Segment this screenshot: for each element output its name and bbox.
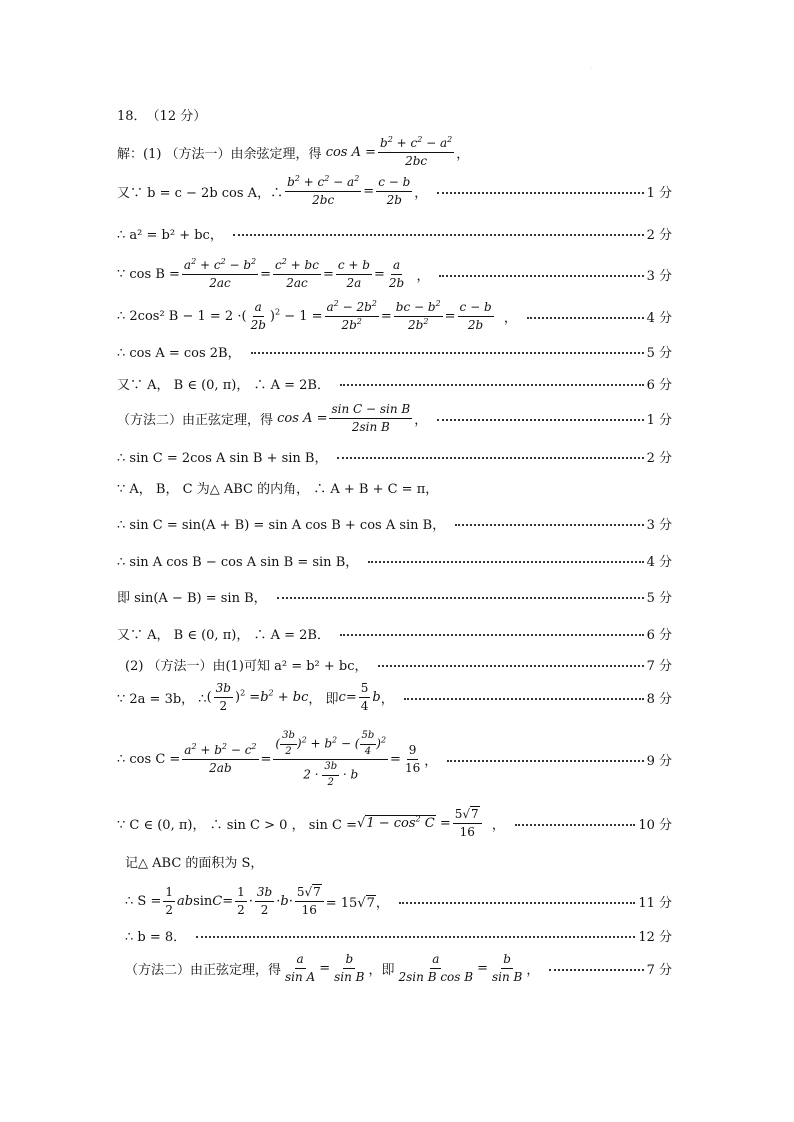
problem-header <box>117 105 672 124</box>
score-5: 5 分 <box>646 346 672 361</box>
score-leader <box>233 234 644 236</box>
score-leader <box>515 824 635 826</box>
score-5b: 5 分 <box>646 591 672 606</box>
p2m1-line3: ∴ cos C = $\frac{a^2 + b^2 - c^2}{2ab}$ = ( $\frac{3b}{2}$ )$^2 + b^2$ − ( $\frac{5b}{4}$ )$^2$ 2 · $\frac{3b}{2}$ · b = $\frac{9}{16}$ ， 9 分 <box>117 730 672 788</box>
score-2: 2 分 <box>646 228 672 243</box>
p2m2-line1: （方法二）由正弦定理，得 $\frac{a}{\text{sin A}}$ = $\frac{b}{\text{sin B}}$ ，即 $\frac{a}{\text{2sin B cos B}}$ = $\frac{b}{\text{sin B}}$ ， 7 分 <box>125 952 672 984</box>
p2m1-line5 <box>125 852 672 871</box>
score-1b: 1 分 <box>646 413 672 428</box>
problem-points: （12 分） <box>146 109 207 124</box>
p1m1-line2-text: ∴ a² = b² + bc， <box>117 228 223 243</box>
score-8: 8 分 <box>646 692 672 707</box>
p1m2-line3 <box>117 478 672 497</box>
score-leader <box>368 561 643 563</box>
cosA-fraction: $\frac{b^2 + c^2 - a^2}{2bc}$ <box>380 135 453 168</box>
p2m1-line6: ∴ S = $\frac{1}{2}$ ab sin C = $\frac{1}{2}$ · $\frac{3b}{2}$ · b · $\frac{5√7}{16}$ = 15√7， 11 分 <box>125 885 672 917</box>
score-leader <box>251 352 644 354</box>
score-leader <box>340 634 644 636</box>
p1m2-line6 <box>117 587 672 606</box>
score-leader <box>527 317 644 319</box>
score-leader <box>447 760 643 762</box>
score-7: 7 分 <box>646 659 672 674</box>
score-2b: 2 分 <box>646 451 672 466</box>
p1m2-line5 <box>117 551 672 570</box>
score-leader <box>277 597 644 599</box>
p1m1-line3-lhs: ∵ cos B = <box>117 267 180 282</box>
score-leader <box>549 969 643 971</box>
p2m1-line1-text: (2) （方法一）由(1)可知 a² = b² + bc， <box>125 659 368 674</box>
score-9: 9 分 <box>646 754 672 769</box>
score-4b: 4 分 <box>646 555 672 570</box>
p1m1-intro: 解：(1) （方法一）由余弦定理，得 cos A = $\frac{b^2 + c^2 - a^2}{2bc}$ ， <box>117 135 470 168</box>
p1m1-line3: ∵ cos B = $\frac{a^2 + c^2 - b^2}{2ac}$ = $\frac{c^2 + bc}{2ac}$ = $\frac{c + b}{2a}$ = $\frac{a}{2b}$ ， 3 分 <box>117 257 672 290</box>
p1m2-line5-text: ∴ sin A cos B − cos A sin B = sin B， <box>117 555 359 570</box>
p1m1-line4: ∴ 2cos² B − 1 = 2 · ( $\frac{a}{2b}$ )$^2$ − 1 = $\frac{a^2 - 2b^2}{2b^2}$ = $\frac{bc - b^2}{2b^2}$ = $\frac{c - b}{2b}$ ， 4 分 <box>117 299 672 332</box>
p1m2-line7 <box>117 624 672 643</box>
score-6: 6 分 <box>646 378 672 393</box>
p1m2-line4 <box>117 514 672 533</box>
p2m2-line1-lhs: （方法二）由正弦定理，得 <box>125 963 282 978</box>
p2m1-line4-lhs: ∵ C ∈ (0, π)， ∴ sin C > 0 ， sin C = <box>117 818 358 833</box>
score-3: 3 分 <box>646 269 672 284</box>
score-leader <box>337 457 643 459</box>
p1m2-line7-text: 又∵ A， B ∈ (0, π)， ∴ A = 2B． <box>117 628 330 643</box>
p1m2-line3-text: ∵ A， B， C 为△ ABC 的内角， ∴ A + B + C = π， <box>117 482 439 497</box>
problem-number: 18． <box>117 109 147 124</box>
p1m2-line6-text: 即 sin(A − B) = sin B， <box>117 591 267 606</box>
p2m1-line2-lhs: ∵ 2a = 3b， ∴ <box>117 692 207 707</box>
score-leader <box>196 936 635 938</box>
score-leader <box>404 698 644 700</box>
p1m1-line1-lhs: 又∵ b = c − 2b cos A，∴ <box>117 186 284 201</box>
score-11: 11 分 <box>638 896 672 911</box>
score-7b: 7 分 <box>646 963 672 978</box>
p1m1-line6 <box>117 374 672 393</box>
score-12: 12 分 <box>638 930 672 945</box>
score-4: 4 分 <box>646 311 672 326</box>
p2m1-line4: ∵ C ∈ (0, π)， ∴ sin C > 0 ， sin C = $√1 - \cos^2 C$ = $\frac{5√7}{16}$ ， 10 分 <box>117 807 672 839</box>
p2m1-line3-lhs: ∴ cos C = <box>117 752 181 767</box>
score-leader <box>437 192 643 194</box>
scan-speck: · <box>590 65 592 72</box>
p2m2-line1-mid: ，即 <box>368 963 395 978</box>
p1m1-line6-text: 又∵ A， B ∈ (0, π)， ∴ A = 2B． <box>117 378 330 393</box>
p2m1-line5-text: 记△ ABC 的面积为 S， <box>125 856 264 871</box>
score-leader <box>378 665 644 667</box>
score-leader <box>437 419 643 421</box>
score-leader <box>455 524 643 526</box>
score-leader <box>340 384 644 386</box>
p1m1-intro-text: 解：(1) （方法一）由余弦定理，得 <box>117 147 322 162</box>
p2m1-line7 <box>125 926 672 945</box>
score-leader <box>399 902 635 904</box>
score-6b: 6 分 <box>646 628 672 643</box>
score-1: 1 分 <box>646 186 672 201</box>
p1m2-line1-lhs: （方法二）由正弦定理，得 <box>117 413 274 428</box>
p1m2-line1: （方法二）由正弦定理，得 cos A = $\frac{\text{sin C − sin B}}{\text{2sin B}}$ ， 1 分 <box>117 402 672 434</box>
p1m2-line2-text: ∴ sin C = 2cos A sin B + sin B， <box>117 451 328 466</box>
p1m2-line4-text: ∴ sin C = sin(A + B) = sin A cos B + cos A sin B， <box>117 518 446 533</box>
p2m1-line2: ∵ 2a = 3b， ∴ ( $\frac{3b}{2}$ )$^2$ = $b^2$ + bc ， 即 c = $\frac{5}{4}$ b ， 8 分 <box>117 681 672 713</box>
p1m1-line4-lhs: ∴ 2cos² B − 1 = 2 · <box>117 309 242 324</box>
p1m1-line1: 又∵ b = c − 2b cos A，∴ $\frac{b^2 + c^2 - a^2}{2bc}$ = $\frac{c - b}{2b}$ ， 1 分 <box>117 174 672 207</box>
p1m1-line5-text: ∴ cos A = cos 2B， <box>117 346 241 361</box>
score-leader <box>439 275 643 277</box>
p1m1-line2 <box>117 224 672 243</box>
p2m1-line1 <box>125 655 672 674</box>
score-10: 10 分 <box>638 818 672 833</box>
p1m1-line5 <box>117 342 672 361</box>
p1m2-line2 <box>117 447 672 466</box>
score-3b: 3 分 <box>646 518 672 533</box>
p2m1-line7-text: ∴ b = 8． <box>125 930 187 945</box>
p2m1-line6-lhs: ∴ S = <box>125 894 162 909</box>
